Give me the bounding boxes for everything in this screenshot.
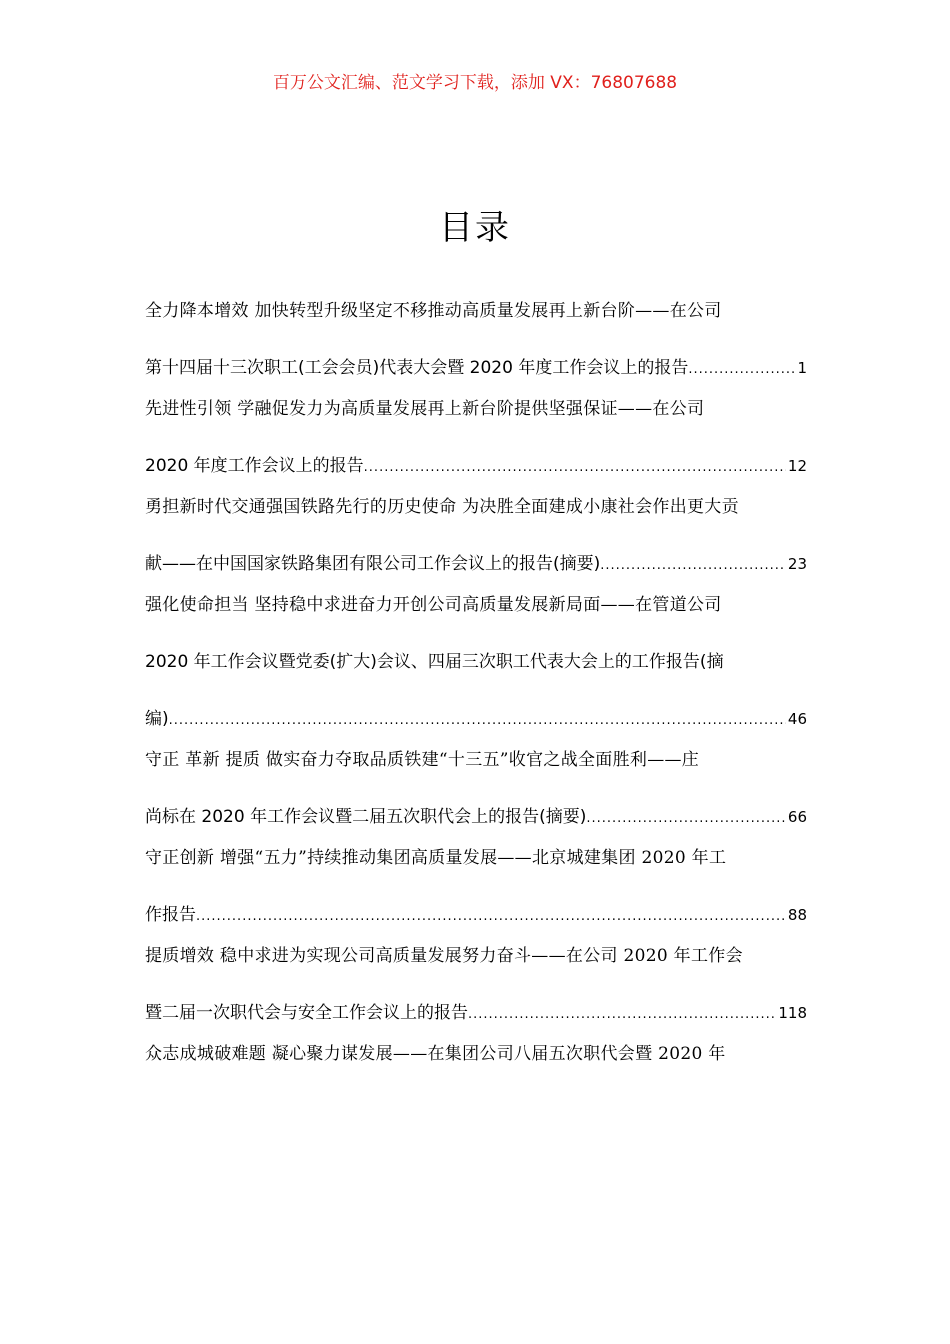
page-title: 目录 xyxy=(439,208,511,248)
toc-entry-line xyxy=(145,357,807,380)
toc-entry[interactable] xyxy=(145,847,807,927)
toc-leader-dots xyxy=(586,807,786,829)
toc-page-number: 12 xyxy=(787,457,807,475)
watermark-header: 百万公文汇编、范文学习下载，添加 VX：76807688 xyxy=(272,73,678,93)
toc-leader-dots xyxy=(196,905,786,927)
toc-page-number: 23 xyxy=(787,555,807,573)
toc-entry-line: 强化使命担当 坚持稳中求进奋力开创公司高质量发展新局面——在管道公司 xyxy=(145,595,722,615)
toc-page-number: 1 xyxy=(797,359,807,377)
toc-entry-line: 2020 年工作会议暨党委(扩大)会议、四届三次职工代表大会上的工作报告(摘 xyxy=(145,652,724,672)
toc-entry[interactable] xyxy=(145,496,807,576)
toc-entry-line xyxy=(145,455,807,478)
toc-entry[interactable] xyxy=(145,945,807,1025)
table-of-contents xyxy=(145,300,807,1084)
toc-page-number: 66 xyxy=(787,808,807,826)
toc-entry-text: 献——在中国国家铁路集团有限公司工作会议上的报告(摘要) xyxy=(145,554,601,574)
toc-leader-dots xyxy=(600,554,786,576)
toc-entry[interactable] xyxy=(145,594,807,731)
toc-entry-line: 众志成城破难题 凝心聚力谋发展——在集团公司八届五次职代会暨 2020 年 xyxy=(145,1044,726,1064)
toc-leader-dots xyxy=(364,456,786,478)
toc-entry-line xyxy=(145,806,807,829)
toc-page-number: 118 xyxy=(778,1004,807,1022)
toc-entry-line xyxy=(145,553,807,576)
toc-page-number: 46 xyxy=(787,710,807,728)
toc-entry-line: 勇担新时代交通强国铁路先行的历史使命 为决胜全面建成小康社会作出更大贡 xyxy=(145,497,739,517)
toc-leader-dots xyxy=(688,358,795,380)
toc-entry-line: 守正 革新 提质 做实奋力夺取品质铁建“十三五”收官之战全面胜利——庄 xyxy=(145,750,700,770)
toc-leader-dots xyxy=(468,1003,776,1025)
toc-entry-line xyxy=(145,1002,807,1025)
toc-entry-text: 暨二届一次职代会与安全工作会议上的报告 xyxy=(145,1003,468,1023)
toc-entry[interactable] xyxy=(145,1043,807,1066)
toc-entry[interactable] xyxy=(145,398,807,478)
toc-entry-text: 2020 年度工作会议上的报告 xyxy=(145,456,364,476)
toc-entry-line xyxy=(145,708,807,731)
toc-leader-dots xyxy=(169,709,786,731)
toc-entry-line xyxy=(145,904,807,927)
toc-entry-line: 守正创新 增强“五力”持续推动集团高质量发展——北京城建集团 2020 年工 xyxy=(145,848,727,868)
toc-entry[interactable] xyxy=(145,749,807,829)
toc-entry-text: 第十四届十三次职工(工会会员)代表大会暨 2020 年度工作会议上的报告 xyxy=(145,358,689,378)
toc-entry-line: 提质增效 稳中求进为实现公司高质量发展努力奋斗——在公司 2020 年工作会 xyxy=(145,946,743,966)
toc-entry-line: 先进性引领 学融促发力为高质量发展再上新台阶提供坚强保证——在公司 xyxy=(145,399,705,419)
toc-page-number: 88 xyxy=(787,906,807,924)
toc-entry-text: 尚标在 2020 年工作会议暨二届五次职代会上的报告(摘要) xyxy=(145,807,587,827)
toc-entry[interactable] xyxy=(145,300,807,380)
toc-entry-text: 作报告 xyxy=(145,905,196,925)
toc-entry-text: 编) xyxy=(145,709,169,729)
toc-entry-line: 全力降本增效 加快转型升级坚定不移推动高质量发展再上新台阶——在公司 xyxy=(145,301,722,321)
